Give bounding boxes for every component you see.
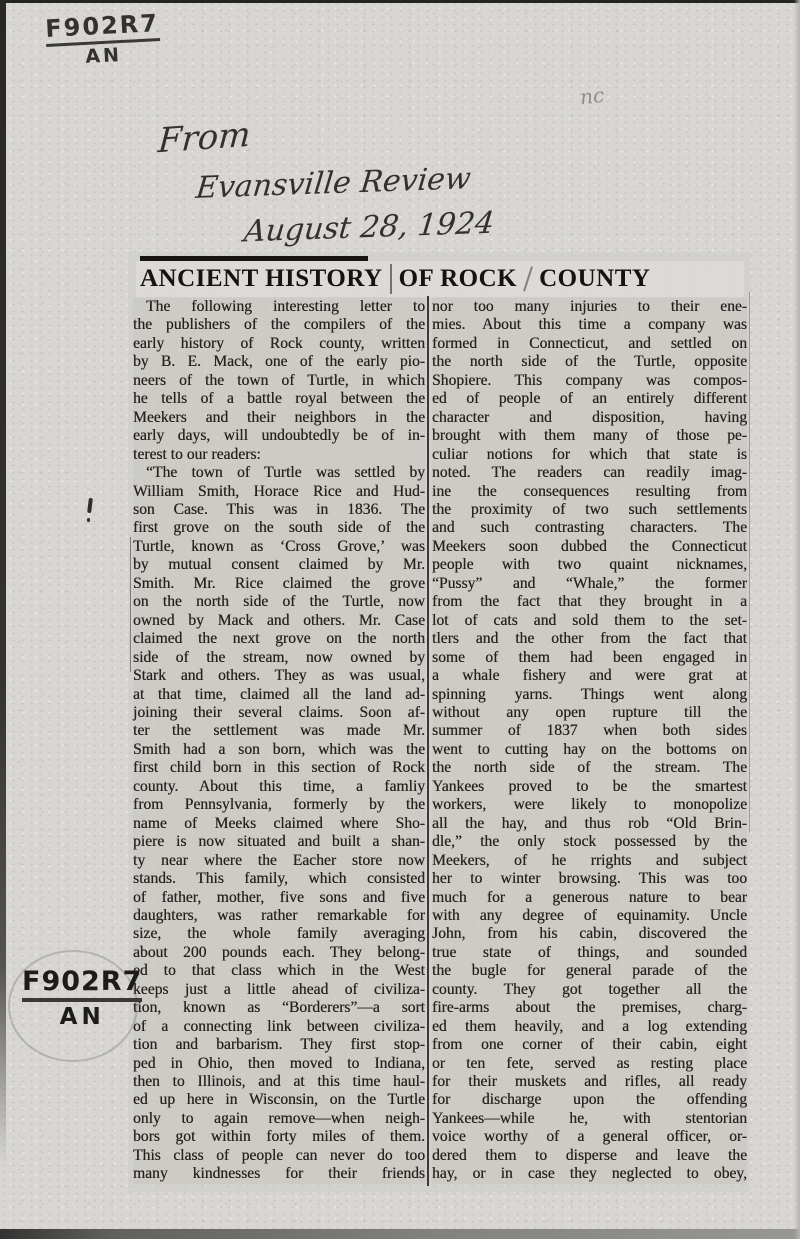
newsprint-line: the proximity of two such settlements (432, 500, 747, 518)
newsprint-line: without any open rupture till the (432, 703, 747, 721)
newsprint-line: character and disposition, having (432, 408, 747, 426)
newsprint-line: lot of cats and sold them to the set- (432, 611, 747, 629)
article-column-left (133, 298, 425, 1184)
newsprint-line: Yankees proved to be the smartest (432, 777, 747, 795)
newsprint-line: Smith had a son born, which was the (133, 740, 425, 758)
scan-edge-left (0, 0, 6, 1239)
newsprint-line: much for a generous nature to bear (432, 888, 747, 906)
newsprint-line: dered them to disperse and leave the (432, 1146, 747, 1164)
newsprint-line: name of Meeks claimed where Sho- (133, 814, 425, 832)
headline-segment: OF ROCK (398, 265, 518, 292)
newsprint-line: ed to that class which in the West (133, 962, 425, 980)
newsprint-line: he tells of a battle royal between the (133, 390, 425, 408)
newsprint-line: went to cutting hay on the bottoms on (432, 740, 747, 758)
handwritten-from: From (156, 114, 252, 162)
newsprint-line: on the north side of the Turtle, now (133, 593, 425, 611)
newsprint-line: The following interesting letter to (146, 298, 425, 315)
clipping-torn-edge (749, 292, 750, 832)
newsprint-line: joining their several claims. Soon af- (133, 703, 425, 721)
call-number-code: F902R7 (22, 966, 142, 1002)
newsprint-line: ed up here in Wisconsin, on the Turtle (133, 1091, 425, 1109)
newsprint-line: ed of people of an entirely different (432, 390, 747, 408)
newsprint-line: This class of people can never do too (133, 1146, 425, 1164)
newsprint-line: with any degree of equinamity. Uncle (432, 906, 747, 924)
newsprint-line: ed them heavily, and a log extending (432, 1017, 747, 1035)
newsprint-line: county. They got together all the (432, 980, 747, 998)
newsprint-line: neers of the town of Turtle, in which (133, 371, 425, 389)
call-number-sub: AN (84, 44, 123, 68)
newsprint-line: the north side of the Turtle, opposite (432, 353, 747, 371)
newsprint-line: terest to our readers: (133, 445, 261, 463)
newsprint-line: keeps just a little ahead of civiliza- (133, 980, 425, 998)
newsprint-line: workers, were likely to monopolize (432, 796, 747, 814)
fold-mark (523, 266, 533, 291)
newsprint-line: tlers and the other from the fact that (432, 630, 747, 648)
newsprint-line: early history of Rock county, written (133, 334, 425, 352)
newsprint-line: about 200 pounds each. They belong- (133, 943, 425, 961)
newsprint-line: by B. E. Mack, one of the early pio- (133, 353, 425, 371)
pencil-squiggle: nc (578, 82, 606, 110)
newsprint-line: William Smith, Horace Rice and Hud- (133, 482, 425, 500)
newsprint-line: the north side of the stream. The (432, 759, 747, 777)
newsprint-line: ped in Ohio, then moved to Indiana, (133, 1054, 425, 1072)
newsprint-line: of father, mother, five sons and five (133, 888, 425, 906)
newsprint-line: ter the settlement was made Mr. (133, 722, 425, 740)
clipping-seam-mark (390, 264, 392, 294)
newsprint-line: daughters, was rather remarkable for (133, 906, 425, 924)
call-number-bottom (22, 966, 142, 1030)
newsprint-line: from the fact that they brought in a (432, 593, 747, 611)
newsprint-line: claimed the next grove on the north (133, 630, 425, 648)
newsprint-line: Turtle, known as ‘Cross Grove,’ was (133, 537, 425, 555)
handwritten-date: August 28, 1924 (242, 205, 496, 250)
newsprint-line: noted. The readers can readily imag- (432, 464, 747, 482)
newsprint-line: county. About this time, a famliy (133, 777, 425, 795)
newsprint-line: early days, will undoubtedly be of in- (133, 427, 425, 445)
scan-edge-right (794, 0, 800, 1239)
newsprint-line: people with two quaint nicknames, (432, 556, 747, 574)
newsprint-line: Smith. Mr. Rice claimed the grove (133, 574, 425, 592)
newsprint-line: culiar notions for which that state is (432, 445, 747, 463)
newsprint-line: fire-arms about the premises, charg- (432, 999, 747, 1017)
newspaper-clipping (128, 252, 750, 1192)
newsprint-line: Meekers and their neighbors in the (133, 408, 425, 426)
newsprint-line: hay, or in case they neglected to obey, (432, 1165, 747, 1183)
newsprint-line: then to Illinois, and at this time haul- (133, 1073, 425, 1091)
newsprint-line: a whale fishery and were grat at (432, 667, 747, 685)
newsprint-line: stands. This family, which consisted (133, 870, 425, 888)
newsprint-line: tion and barbarism. They first stop- (133, 1036, 425, 1054)
newsprint-line: the publishers of the compilers of the (133, 316, 425, 334)
article-column-right (432, 298, 747, 1184)
newsprint-line: many kindnesses for their friends (133, 1165, 425, 1183)
call-number-code: F902R7 (45, 9, 160, 47)
newsprint-line: “Pussy” and “Whale,” the former (432, 574, 747, 592)
newsprint-line: John, from his cabin, discovered the (432, 925, 747, 943)
newsprint-line: formed in Connecticut, and settled on (432, 334, 747, 352)
newsprint-line: mies. About this time a company was (432, 316, 747, 334)
newsprint-line: ine the consequences resulting from (432, 482, 747, 500)
headline-segment: COUNTY (539, 265, 651, 292)
newsprint-line: owned by Mack and others. Mr. Case (133, 611, 425, 629)
newsprint-line: of a connecting link between civiliza- (133, 1017, 425, 1035)
newsprint-line: bors got within forty miles of them. (133, 1128, 425, 1146)
scan-edge-top (0, 0, 800, 3)
article-headline (136, 261, 744, 297)
newsprint-line: piere is now situated and built a shan- (133, 833, 425, 851)
newsprint-line: Yankees—while he, with stentorian (432, 1109, 747, 1127)
newsprint-line: from one corner of their cabin, eight (432, 1036, 747, 1054)
column-divider-rule (427, 296, 429, 1186)
newsprint-line: first grove on the south side of the (133, 519, 425, 537)
newsprint-line: first child born in this section of Rock (133, 759, 425, 777)
newsprint-line: for discharge upon the offending (432, 1091, 747, 1109)
newsprint-line: ty near where the Eacher store now (133, 851, 425, 869)
newsprint-line: for their muskets and rifles, all ready (432, 1073, 747, 1091)
ink-mark (87, 518, 90, 522)
headline-segment: ANCIENT HISTORY (140, 265, 383, 292)
newsprint-line: tion, known as “Borderers”—a sort (133, 999, 425, 1017)
scan-edge-bottom (0, 1229, 800, 1239)
newsprint-line: spinning yarns. Things went along (432, 685, 747, 703)
clipping-torn-edge (130, 537, 131, 672)
newsprint-line: Shopiere. This company was compos- (432, 371, 747, 389)
call-number-top (45, 9, 161, 70)
newsprint-line: voice worthy of a general officer, or- (432, 1128, 747, 1146)
newsprint-line: from Pennsylvania, formerly by the (133, 796, 425, 814)
newsprint-line: nor too many injuries to their ene- (432, 298, 747, 315)
newsprint-line: by mutual consent claimed by Mr. (133, 556, 425, 574)
newsprint-line: all the hay, and thus rob “Old Brin- (432, 814, 747, 832)
newsprint-line: “The town of Turtle was settled by (146, 464, 425, 482)
newsprint-line: Stark and others. They as was usual, (133, 667, 425, 685)
newsprint-line: summer of 1837 when both sides (432, 722, 747, 740)
newsprint-line: at that time, claimed all the land ad- (133, 685, 425, 703)
newsprint-line: true state of things, and sounded (432, 943, 747, 961)
newsprint-line: size, the whole family averaging (133, 925, 425, 943)
newsprint-line: some of them had been engaged in (432, 648, 747, 666)
newsprint-line: and such contrasting characters. The (432, 519, 747, 537)
newsprint-line: brought with them many of those pe- (432, 427, 747, 445)
newsprint-line: the bugle for general parade of the (432, 962, 747, 980)
newsprint-line: her to winter browsing. This was too (432, 870, 747, 888)
ink-mark (87, 498, 93, 513)
call-number-sub: AN (59, 1004, 105, 1030)
newsprint-line: or ten fete, served as resting place (432, 1054, 747, 1072)
newsprint-line: Meekers soon dubbed the Connecticut (432, 537, 747, 555)
newsprint-line: Meekers, of he rrights and subject (432, 851, 747, 869)
newsprint-line: son Case. This was in 1836. The (133, 500, 425, 518)
newsprint-line: only to again remove—when neigh- (133, 1109, 425, 1127)
handwritten-source-name: Evansville Review (194, 161, 473, 206)
newsprint-line: dle,” the only stock possessed by the (432, 833, 747, 851)
newsprint-line: side of the stream, now owned by (133, 648, 425, 666)
